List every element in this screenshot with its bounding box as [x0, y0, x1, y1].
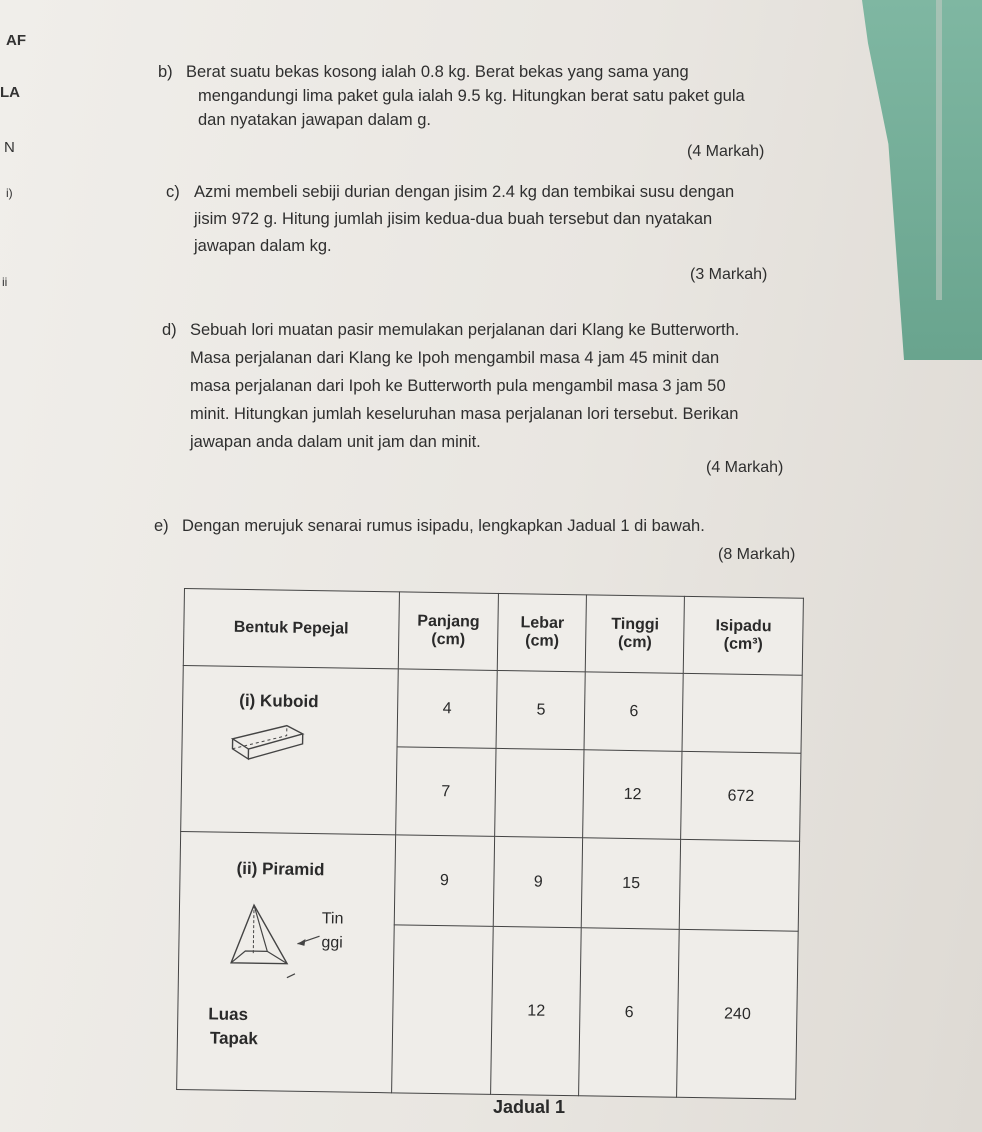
question-text: Dengan merujuk senarai rumus isipadu, lengkapkan Jadual 1 di bawah.	[182, 517, 705, 535]
margin-label: N	[4, 139, 15, 156]
marks-label: (4 Markah)	[687, 143, 765, 160]
margin-label: i)	[6, 186, 13, 200]
shape-name: (i) Kuboid	[239, 690, 319, 712]
height-label: ggi	[321, 934, 343, 952]
table-caption: Jadual 1	[493, 1097, 566, 1117]
shape-cell-cuboid	[181, 665, 398, 834]
question-text-line: jisim 972 g. Hitung jumlah jisim kedua-dua buah tersebut dan nyatakan	[194, 210, 713, 228]
cell-volume: 240	[677, 929, 798, 1099]
base-area-label: Tapak	[209, 1028, 258, 1049]
question-text-line: mengandungi lima paket gula ialah 9.5 kg. Hitungkan berat satu paket gula	[198, 87, 745, 105]
cuboid-icon	[228, 721, 309, 762]
marks-label: (4 Markah)	[706, 459, 784, 476]
cell-height: 15	[582, 838, 681, 930]
cell-height: 6	[579, 928, 679, 1098]
header-text: Tinggi	[611, 615, 660, 634]
header-unit: (cm)	[525, 632, 560, 650]
question-text-line	[182, 514, 705, 538]
pyramid-icon	[227, 901, 368, 983]
header-unit: (cm)	[431, 630, 466, 649]
header-text: Lebar	[520, 614, 565, 632]
cell-length[interactable]	[391, 925, 494, 1095]
margin-label: LA	[0, 84, 20, 101]
base-area-label: Luas	[208, 1004, 249, 1025]
header-unit: (cm³)	[723, 635, 763, 654]
cell-length: 4	[397, 669, 498, 749]
table-header-row	[183, 589, 803, 676]
header-shape: Bentuk Pepejal	[183, 589, 399, 669]
question-text-line: jawapan dalam kg.	[194, 237, 332, 255]
margin-label: AF	[6, 32, 26, 49]
cell-width: 9	[494, 836, 583, 927]
header-unit: (cm)	[617, 633, 652, 652]
header-volume	[683, 596, 803, 675]
cell-volume[interactable]	[679, 839, 799, 931]
question-text-line: Masa perjalanan dari Klang ke Ipoh mengambil masa 4 jam 45 minit dan	[190, 349, 720, 367]
shape-name: (ii) Piramid	[236, 858, 325, 880]
header-text: Panjang	[417, 612, 480, 631]
question-label: e)	[154, 517, 169, 535]
question-text-line: jawapan anda dalam unit jam dan minit.	[190, 433, 481, 451]
marks-label: (8 Markah)	[718, 546, 796, 563]
header-text: Isipadu	[715, 617, 772, 636]
table-row	[182, 665, 802, 753]
question-text-line: minit. Hitungkan jumlah keseluruhan masa perjalanan lori tersebut. Berikan	[190, 405, 739, 423]
header-length	[398, 592, 499, 671]
cell-length: 7	[395, 747, 496, 837]
cell-width[interactable]	[495, 748, 584, 837]
height-label: Tin	[321, 910, 344, 928]
cell-width: 5	[496, 670, 585, 749]
volume-table	[176, 588, 804, 1100]
question-text-line: Berat suatu bekas kosong ialah 0.8 kg. Berat bekas yang sama yang	[186, 63, 689, 81]
cell-width: 12	[491, 926, 582, 1095]
shape-cell-pyramid	[177, 831, 396, 1092]
marks-label: (3 Markah)	[690, 266, 768, 283]
question-text-line: masa perjalanan dari Ipoh ke Butterworth pula mengambil masa 3 jam 50	[190, 377, 726, 395]
question-text-line: Azmi membeli sebiji durian dengan jisim 2.4 kg dan tembikai susu dengan	[194, 183, 735, 201]
header-width	[498, 593, 587, 671]
table-row	[179, 831, 799, 931]
margin-label: ii	[2, 275, 8, 289]
cell-volume[interactable]	[682, 673, 802, 753]
question-label: b)	[158, 63, 173, 81]
cell-volume: 672	[681, 751, 801, 841]
question-text-line: dan nyatakan jawapan dalam g.	[198, 111, 431, 129]
cell-length: 9	[394, 835, 495, 927]
question-label: d)	[162, 321, 177, 339]
cell-height: 6	[584, 672, 683, 752]
question-text-line: Sebuah lori muatan pasir memulakan perjalanan dari Klang ke Butterworth.	[190, 321, 740, 339]
header-height	[586, 595, 685, 674]
question-label: c)	[166, 183, 180, 201]
cell-height: 12	[583, 750, 682, 840]
mat-edge	[936, 0, 942, 300]
